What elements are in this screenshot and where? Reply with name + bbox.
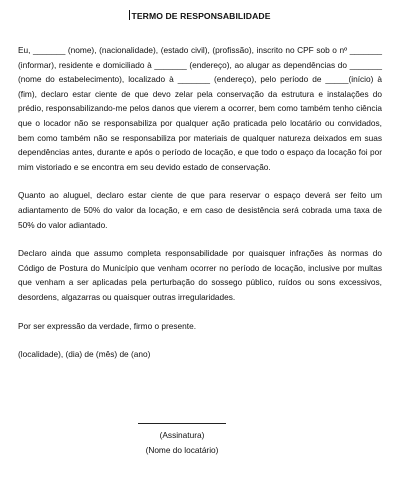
paragraph-place-date: (localidade), (dia) de (mês) de (ano) <box>18 349 151 360</box>
signature-line <box>138 423 226 424</box>
signature-label: (Assinatura) <box>159 430 205 440</box>
paragraph-truth-statement: Por ser expressão da verdade, firmo o presente. <box>18 320 197 331</box>
paragraph-rent: Quanto ao aluguel, declaro estar ciente de que para reservar o espaço deverá ser feito um adiantamento de 50% do valor da locação, e em caso de desistência será cobrada uma taxa de 50% do valor adiantado. <box>18 190 382 230</box>
paragraph-infractions: Declaro ainda que assumo completa responsabilidade por quaisquer infrações às normas do Código de Postura do Município que venham ocorrer no período de locação, inclusive por multas que venham a ser aplicadas pela perturbação do sossego público, ruídos ou sons excessivos, desordens, algazarras ou quaisquer outras irregularidades. <box>18 248 382 302</box>
signer-name: (Nome do locatário) <box>145 444 219 455</box>
document-title-row <box>18 10 382 21</box>
paragraph-declaration: Eu, _______ (nome), (nacionalidade), (estado civil), (profissão), inscrito no CPF sob o nº _______ (informar), residente e domiciliado à _______ (endereço), ao alugar as dependências do _______ (nome do estabelecimento), localizado à _______ (endereço), pelo período de _____(início) à (fim), declaro estar ciente de que devo zelar pela conservação da estrutura e instalações do prédio, responsabilizando-me pelos danos que vierem a ocorrer, bem como também tenho ciência que o locador não se responsabiliza por qualquer ação praticada pelo locatário ou convidados, bem como também não se responsabiliza por materiais de qualquer natureza deixados em suas dependências antes, durante e após o período de locação, e que todo o espaço da locação foi por mim vistoriado e se encontra em seu devido estado de conservação. <box>18 45 382 172</box>
document-title: TERMO DE RESPONSABILIDADE <box>131 11 271 21</box>
document-page <box>18 10 382 376</box>
signature-block <box>0 423 364 457</box>
